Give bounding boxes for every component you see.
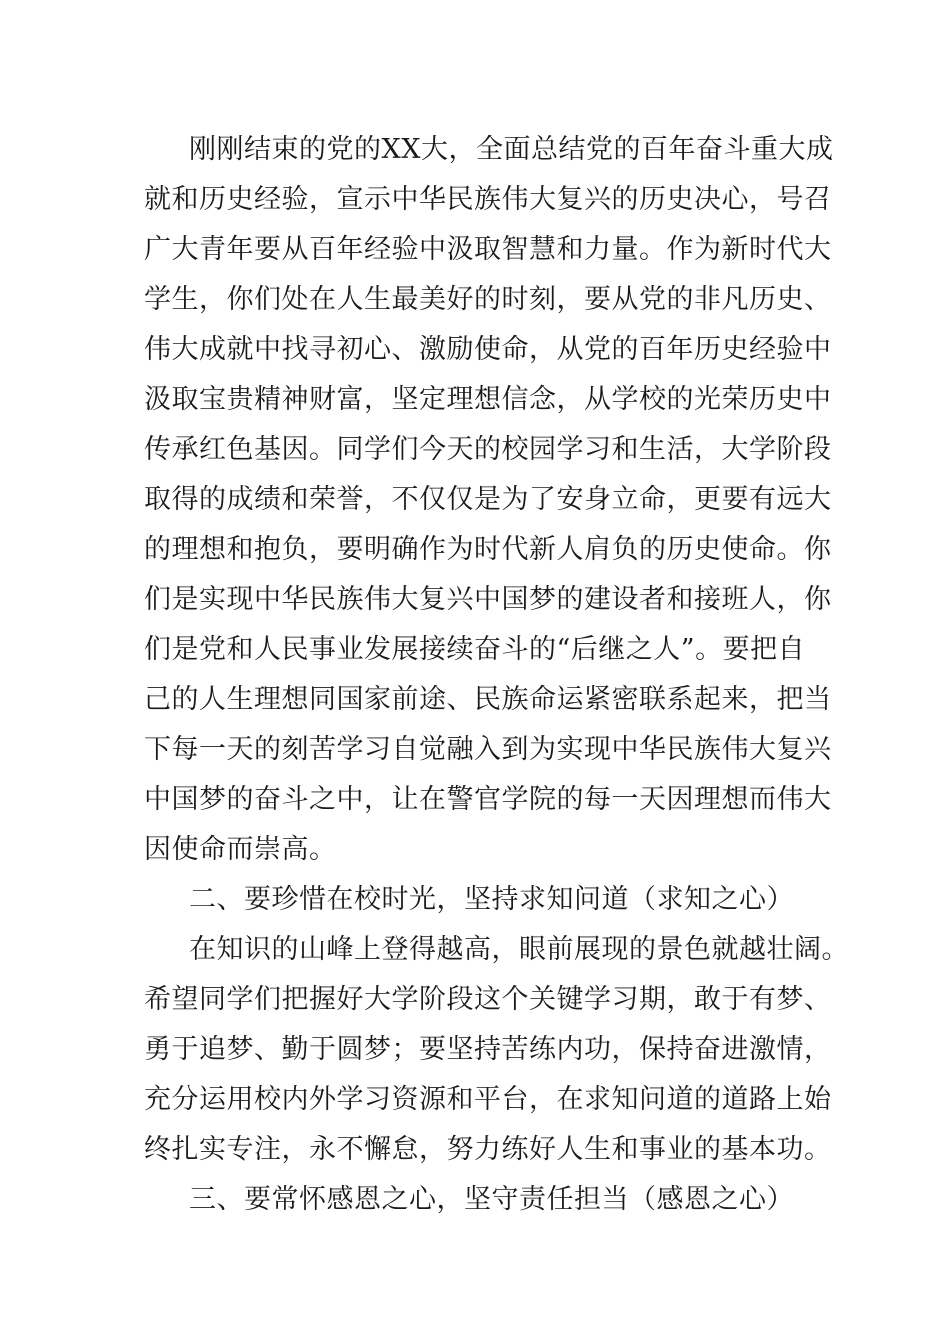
paragraph-1-line-3: 广大青年要从百年经验中汲取智慧和力量。作为新时代大 bbox=[144, 234, 832, 265]
paragraph-1-line-12: 己的人生理想同国家前途、民族命运紧密联系起来，把当 bbox=[144, 684, 832, 715]
paragraph-1-line-14: 中国梦的奋斗之中，让在警官学院的每一天因理想而伟大 bbox=[144, 784, 832, 815]
paragraph-2-line-4: 充分运用校内外学习资源和平台，在求知问道的道路上始 bbox=[144, 1084, 832, 1115]
paragraph-2-line-3: 勇于追梦、勤于圆梦；要坚持苦练内功，保持奋进激情， bbox=[144, 1034, 832, 1065]
paragraph-2-line-1: 在知识的山峰上登得越高，眼前展现的景色就越壮阔。 bbox=[189, 934, 849, 965]
paragraph-1-line-10: 们是实现中华民族伟大复兴中国梦的建设者和接班人，你 bbox=[144, 584, 832, 615]
paragraph-1-line-9: 的理想和抱负，要明确作为时代新人肩负的历史使命。你 bbox=[144, 534, 832, 565]
paragraph-2-line-5: 终扎实专注，永不懈怠，努力练好人生和事业的基本功。 bbox=[144, 1134, 832, 1165]
paragraph-1-line-15: 因使命而崇高。 bbox=[144, 834, 337, 865]
section-heading-3: 三、要常怀感恩之心，坚守责任担当（感恩之心） bbox=[189, 1184, 794, 1215]
paragraph-1-line-13: 下每一天的刻苦学习自觉融入到为实现中华民族伟大复兴 bbox=[144, 734, 832, 765]
paragraph-1-line-7: 传承红色基因。同学们今天的校园学习和生活，大学阶段 bbox=[144, 434, 832, 465]
paragraph-1-line-4: 学生，你们处在人生最美好的时刻，要从党的非凡历史、 bbox=[144, 284, 832, 315]
paragraph-2-line-2: 希望同学们把握好大学阶段这个关键学习期，敢于有梦、 bbox=[144, 984, 832, 1015]
paragraph-1-line-11: 们是党和人民事业发展接续奋斗的“后继之人”。要把自 bbox=[144, 634, 806, 665]
paragraph-1-line-8: 取得的成绩和荣誉，不仅仅是为了安身立命，更要有远大 bbox=[144, 484, 832, 515]
paragraph-1-line-5: 伟大成就中找寻初心、激励使命，从党的百年历史经验中 bbox=[144, 334, 832, 365]
section-heading-2: 二、要珍惜在校时光，坚持求知问道（求知之心） bbox=[189, 884, 794, 915]
paragraph-1-line-1: 刚刚结束的党的XX大，全面总结党的百年奋斗重大成 bbox=[189, 134, 834, 165]
paragraph-1-line-2: 就和历史经验，宣示中华民族伟大复兴的历史决心，号召 bbox=[144, 184, 832, 215]
paragraph-1-line-6: 汲取宝贵精神财富，坚定理想信念，从学校的光荣历史中 bbox=[144, 384, 832, 415]
